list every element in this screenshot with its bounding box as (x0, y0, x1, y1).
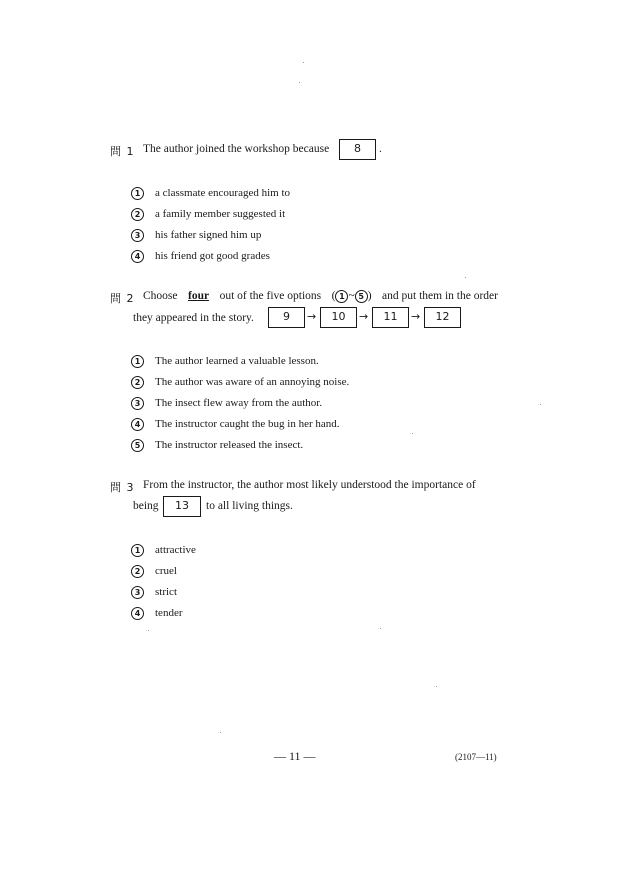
answer-blank-10[interactable]: 10 (320, 307, 357, 328)
option-1-3[interactable] (131, 225, 261, 243)
option-number-1: 1 (131, 355, 144, 368)
option-text: The instructor caught the bug in her hand. (155, 418, 340, 430)
option-2-5[interactable] (131, 435, 303, 453)
option-2-3[interactable] (131, 393, 322, 411)
range-close: ) (367, 290, 372, 302)
option-number-4: 4 (131, 418, 144, 431)
answer-blank-12[interactable]: 12 (424, 307, 461, 328)
option-text: The author was aware of an annoying noise. (155, 376, 350, 388)
option-number-2: 2 (131, 565, 144, 578)
option-number-4: 4 (131, 607, 144, 620)
option-number-3: 3 (131, 397, 144, 410)
scan-speck (436, 686, 437, 687)
option-2-4[interactable] (131, 414, 340, 432)
page-number: — 11 — (274, 749, 316, 763)
scan-speck (465, 277, 466, 278)
question-1-text: The author joined the workshop because (143, 143, 330, 155)
option-number-2: 2 (131, 376, 144, 389)
option-2-1[interactable] (131, 351, 319, 369)
option-1-1[interactable] (131, 183, 290, 201)
option-text: his father signed him up (155, 229, 262, 241)
question-2-line-1 (143, 290, 498, 303)
option-text: his friend got good grades (155, 250, 270, 262)
question-2-label: 問 2 (110, 292, 135, 305)
option-number-5: 5 (131, 439, 144, 452)
range-sep: ~ (348, 290, 355, 302)
option-text: cruel (155, 565, 177, 577)
question-1-period: . (379, 143, 382, 155)
answer-blank-11[interactable]: 11 (372, 307, 409, 328)
option-range (332, 290, 372, 303)
option-text: strict (155, 586, 177, 598)
scan-speck (148, 630, 149, 631)
option-text: a family member suggested it (155, 208, 286, 220)
option-3-4[interactable] (131, 603, 182, 621)
option-number-1: 1 (131, 187, 144, 200)
question-3-line-1: From the instructor, the author most likely understood the importance of (143, 479, 476, 491)
option-1-2[interactable] (131, 204, 285, 222)
option-3-1[interactable] (131, 540, 196, 558)
option-text: tender (155, 607, 183, 619)
option-number-4: 4 (131, 250, 144, 263)
answer-blank-13[interactable]: 13 (163, 496, 201, 517)
option-number-1: 1 (131, 544, 144, 557)
question-3-being: being (133, 500, 159, 512)
option-2-2[interactable] (131, 372, 349, 390)
arrow-icon: → (307, 310, 317, 323)
range-end: 5 (355, 290, 368, 303)
scan-speck (220, 732, 221, 733)
text-options: out of the five options (219, 290, 322, 302)
scan-speck (412, 433, 413, 434)
answer-blank-9[interactable]: 9 (268, 307, 305, 328)
arrow-icon: → (359, 310, 369, 323)
scan-speck (380, 628, 381, 629)
arrow-icon: → (411, 310, 421, 323)
scan-speck (540, 404, 541, 405)
option-text: a classmate encouraged him to (155, 187, 291, 199)
question-3-label: 問 3 (110, 481, 135, 494)
question-3-line-2-end: to all living things. (206, 500, 293, 512)
option-1-4[interactable] (131, 246, 270, 264)
option-text: attractive (155, 544, 196, 556)
option-text: The insect flew away from the author. (155, 397, 323, 409)
range-open: ( (331, 290, 336, 302)
scan-speck (303, 62, 304, 63)
option-number-2: 2 (131, 208, 144, 221)
scan-speck (299, 82, 300, 83)
option-text: The author learned a valuable lesson. (155, 355, 319, 367)
option-number-3: 3 (131, 229, 144, 242)
question-2-line-2: they appeared in the story. (133, 312, 254, 324)
text-order: and put them in the order (382, 290, 498, 302)
answer-blank-8[interactable]: 8 (339, 139, 376, 160)
option-text: The instructor released the insect. (155, 439, 304, 451)
option-3-2[interactable] (131, 561, 177, 579)
document-code: (2107—11) (455, 752, 497, 762)
text-choose: Choose (143, 290, 178, 302)
emphasis-four: four (187, 290, 210, 302)
option-3-3[interactable] (131, 582, 177, 600)
option-number-3: 3 (131, 586, 144, 599)
question-1-label: 問 1 (110, 145, 135, 158)
range-start: 1 (335, 290, 348, 303)
